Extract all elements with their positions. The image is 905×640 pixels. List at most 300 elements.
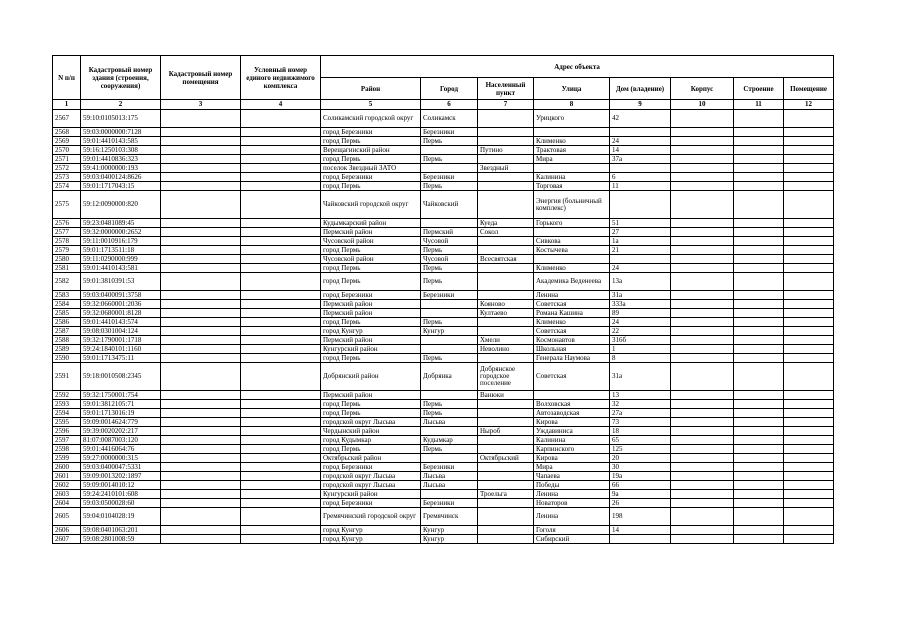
building-cell	[734, 472, 784, 481]
table-row	[53, 246, 834, 255]
house-cell: 8	[610, 354, 671, 363]
district-cell: Кунгурский район	[321, 490, 421, 499]
korpus-cell	[671, 391, 734, 400]
city-cell: Пермский	[421, 228, 478, 237]
korpus-cell	[671, 499, 734, 508]
col-header-city: Город	[421, 78, 478, 100]
row-number-cell: 2607	[53, 535, 81, 544]
table-row	[53, 354, 834, 363]
settlement-cell	[478, 191, 534, 219]
street-cell: Энергия (больничный комплекс)	[534, 191, 610, 219]
house-cell: 26	[610, 499, 671, 508]
cond-num-cell	[241, 173, 321, 182]
street-cell: Советская	[534, 363, 610, 391]
building-cell	[734, 409, 784, 418]
district-cell: Кудымкарский район	[321, 219, 421, 228]
district-cell: город Кудымкар	[321, 436, 421, 445]
table-row	[53, 228, 834, 237]
settlement-cell: Култаево	[478, 309, 534, 318]
cond-num-cell	[241, 264, 321, 273]
settlement-cell	[478, 173, 534, 182]
house-cell: 27а	[610, 409, 671, 418]
district-cell: Пермский район	[321, 309, 421, 318]
street-cell: Уждавиниса	[534, 427, 610, 436]
house-cell: 31а	[610, 291, 671, 300]
cond-num-cell	[241, 137, 321, 146]
street-cell: Космонавтов	[534, 336, 610, 345]
room-cell	[784, 400, 834, 409]
cad-room-cell	[161, 535, 241, 544]
street-cell: Клименко	[534, 264, 610, 273]
settlement-cell	[478, 463, 534, 472]
house-cell: 42	[610, 110, 671, 128]
district-cell: город Пермь	[321, 354, 421, 363]
cad-room-cell	[161, 336, 241, 345]
settlement-cell	[478, 110, 534, 128]
table-row	[53, 499, 834, 508]
cond-num-cell	[241, 246, 321, 255]
district-cell: город Кунгур	[321, 526, 421, 535]
cond-num-cell	[241, 327, 321, 336]
col-number: 8	[534, 100, 610, 110]
col-number: 12	[784, 100, 834, 110]
cond-num-cell	[241, 436, 321, 445]
district-cell: Чусовской район	[321, 255, 421, 264]
cad-building-cell: 59:01:1713016:19	[81, 409, 161, 418]
settlement-cell: Хмели	[478, 336, 534, 345]
room-cell	[784, 300, 834, 309]
building-cell	[734, 354, 784, 363]
building-cell	[734, 246, 784, 255]
city-cell: Гремячинск	[421, 508, 478, 526]
cad-building-cell: 59:39:0020202:217	[81, 427, 161, 436]
building-cell	[734, 228, 784, 237]
settlement-cell	[478, 264, 534, 273]
row-number-cell: 2586	[53, 318, 81, 327]
row-number-cell: 2571	[53, 155, 81, 164]
room-cell	[784, 146, 834, 155]
table-row	[53, 535, 834, 544]
building-cell	[734, 345, 784, 354]
cad-room-cell	[161, 327, 241, 336]
korpus-cell	[671, 400, 734, 409]
building-cell	[734, 291, 784, 300]
settlement-cell: Сокол	[478, 228, 534, 237]
korpus-cell	[671, 237, 734, 246]
table-row	[53, 409, 834, 418]
column-number-row	[53, 100, 834, 110]
row-number-cell: 2601	[53, 472, 81, 481]
city-cell: Пермь	[421, 264, 478, 273]
settlement-cell	[478, 526, 534, 535]
settlement-cell: Куеда	[478, 219, 534, 228]
cad-room-cell	[161, 237, 241, 246]
table-row	[53, 391, 834, 400]
house-cell: 20	[610, 454, 671, 463]
building-cell	[734, 273, 784, 291]
street-cell: Генерала Наумова	[534, 354, 610, 363]
cad-room-cell	[161, 354, 241, 363]
korpus-cell	[671, 110, 734, 128]
settlement-cell	[478, 436, 534, 445]
table-row	[53, 481, 834, 490]
room-cell	[784, 219, 834, 228]
district-cell: Кунгурский район	[321, 345, 421, 354]
cond-num-cell	[241, 427, 321, 436]
cad-room-cell	[161, 182, 241, 191]
house-cell: 13	[610, 391, 671, 400]
col-header-cad-building: Кадастровый номер здания (строения, сооружения)	[81, 56, 161, 100]
korpus-cell	[671, 454, 734, 463]
room-cell	[784, 237, 834, 246]
district-cell: город Кунгур	[321, 535, 421, 544]
row-number-cell: 2593	[53, 400, 81, 409]
cond-num-cell	[241, 309, 321, 318]
room-cell	[784, 472, 834, 481]
room-cell	[784, 409, 834, 418]
district-cell: городской округ Лысьва	[321, 472, 421, 481]
row-number-cell: 2599	[53, 454, 81, 463]
building-cell	[734, 427, 784, 436]
city-cell: Березники	[421, 128, 478, 137]
district-cell: город Пермь	[321, 264, 421, 273]
cond-num-cell	[241, 110, 321, 128]
cond-num-cell	[241, 472, 321, 481]
cad-room-cell	[161, 499, 241, 508]
house-cell: 66	[610, 481, 671, 490]
cad-building-cell: 59:08:0401063:201	[81, 526, 161, 535]
korpus-cell	[671, 526, 734, 535]
street-cell	[534, 228, 610, 237]
city-cell	[421, 146, 478, 155]
cad-building-cell: 59:24:1840101:1160	[81, 345, 161, 354]
korpus-cell	[671, 427, 734, 436]
cad-building-cell: 59:11:0010916:179	[81, 237, 161, 246]
district-cell: Гремячинский городской округ	[321, 508, 421, 526]
building-cell	[734, 436, 784, 445]
cad-room-cell	[161, 228, 241, 237]
room-cell	[784, 499, 834, 508]
korpus-cell	[671, 264, 734, 273]
settlement-cell: Добрянское городское поселение	[478, 363, 534, 391]
korpus-cell	[671, 490, 734, 499]
house-cell	[610, 128, 671, 137]
korpus-cell	[671, 345, 734, 354]
table-body	[53, 110, 834, 544]
korpus-cell	[671, 164, 734, 173]
cad-building-cell: 59:12:0090000:820	[81, 191, 161, 219]
house-cell: 22	[610, 327, 671, 336]
street-cell: Волховская	[534, 400, 610, 409]
table-row	[53, 173, 834, 182]
cad-room-cell	[161, 191, 241, 219]
col-number: 11	[734, 100, 784, 110]
building-cell	[734, 146, 784, 155]
col-number: 9	[610, 100, 671, 110]
street-cell: Клименко	[534, 137, 610, 146]
street-cell: Академика Веденеева	[534, 273, 610, 291]
building-cell	[734, 327, 784, 336]
house-cell: 24	[610, 318, 671, 327]
table-row	[53, 345, 834, 354]
street-cell: Автозаводская	[534, 409, 610, 418]
cond-num-cell	[241, 128, 321, 137]
settlement-cell	[478, 535, 534, 544]
cond-num-cell	[241, 336, 321, 345]
cad-building-cell: 59:01:3812105:71	[81, 400, 161, 409]
street-cell: Мира	[534, 463, 610, 472]
building-cell	[734, 481, 784, 490]
korpus-cell	[671, 173, 734, 182]
korpus-cell	[671, 336, 734, 345]
table-row	[53, 309, 834, 318]
row-number-cell: 2602	[53, 481, 81, 490]
street-cell: Победы	[534, 481, 610, 490]
table-row	[53, 526, 834, 535]
cad-building-cell: 59:03:0400091:3758	[81, 291, 161, 300]
street-cell: Трактовая	[534, 146, 610, 155]
district-cell: город Пермь	[321, 400, 421, 409]
col-number: 4	[241, 100, 321, 110]
cad-building-cell: 59:01:4410143:581	[81, 264, 161, 273]
building-cell	[734, 237, 784, 246]
street-cell: Клименко	[534, 318, 610, 327]
korpus-cell	[671, 472, 734, 481]
room-cell	[784, 273, 834, 291]
korpus-cell	[671, 363, 734, 391]
korpus-cell	[671, 327, 734, 336]
table-row	[53, 264, 834, 273]
district-cell: Пермский район	[321, 300, 421, 309]
cad-room-cell	[161, 436, 241, 445]
settlement-cell	[478, 445, 534, 454]
city-cell: Березники	[421, 499, 478, 508]
building-cell	[734, 191, 784, 219]
cad-building-cell: 59:01:3810391:53	[81, 273, 161, 291]
settlement-cell: Всесвятская	[478, 255, 534, 264]
cad-room-cell	[161, 164, 241, 173]
city-cell	[421, 300, 478, 309]
table-row	[53, 273, 834, 291]
cad-building-cell: 59:03:0400124:8626	[81, 173, 161, 182]
settlement-cell: Звездный	[478, 164, 534, 173]
korpus-cell	[671, 318, 734, 327]
house-cell	[610, 255, 671, 264]
table-row	[53, 291, 834, 300]
settlement-cell	[478, 273, 534, 291]
col-header-num: N п/п	[53, 56, 81, 100]
cad-building-cell: 59:09:0014624:779	[81, 418, 161, 427]
street-cell: Кирова	[534, 418, 610, 427]
street-cell: Карпинского	[534, 445, 610, 454]
row-number-cell: 2598	[53, 445, 81, 454]
building-cell	[734, 336, 784, 345]
settlement-cell: Октябрьский	[478, 454, 534, 463]
street-cell: Советская	[534, 300, 610, 309]
district-cell: Пермский район	[321, 391, 421, 400]
street-cell: Школьная	[534, 345, 610, 354]
table-row	[53, 427, 834, 436]
cad-room-cell	[161, 391, 241, 400]
room-cell	[784, 454, 834, 463]
row-number-cell: 2572	[53, 164, 81, 173]
house-cell: 6	[610, 173, 671, 182]
cad-building-cell: 59:01:1713475:11	[81, 354, 161, 363]
col-number: 10	[671, 100, 734, 110]
city-cell: Лысьва	[421, 472, 478, 481]
street-cell: Урицкого	[534, 110, 610, 128]
cad-building-cell: 59:32:0000000:2652	[81, 228, 161, 237]
house-cell: 32	[610, 400, 671, 409]
district-cell: город Пермь	[321, 137, 421, 146]
table-row	[53, 146, 834, 155]
table-row	[53, 436, 834, 445]
street-cell: Мира	[534, 155, 610, 164]
district-cell: город Березники	[321, 128, 421, 137]
room-cell	[784, 354, 834, 363]
cad-building-cell: 59:03:0400047:5331	[81, 463, 161, 472]
cad-room-cell	[161, 363, 241, 391]
cad-building-cell: 59:23:0481089:45	[81, 219, 161, 228]
korpus-cell	[671, 273, 734, 291]
settlement-cell	[478, 508, 534, 526]
building-cell	[734, 128, 784, 137]
row-number-cell: 2604	[53, 499, 81, 508]
cad-building-cell: 59:16:1250103:308	[81, 146, 161, 155]
row-number-cell: 2589	[53, 345, 81, 354]
korpus-cell	[671, 191, 734, 219]
col-header-house: Дом (владение)	[610, 78, 671, 100]
korpus-cell	[671, 436, 734, 445]
cad-building-cell: 59:32:1750001:754	[81, 391, 161, 400]
cond-num-cell	[241, 409, 321, 418]
room-cell	[784, 481, 834, 490]
district-cell: Пермский район	[321, 336, 421, 345]
cad-room-cell	[161, 454, 241, 463]
korpus-cell	[671, 128, 734, 137]
table-row	[53, 336, 834, 345]
row-number-cell: 2575	[53, 191, 81, 219]
district-cell: поселок Звездный ЗАТО	[321, 164, 421, 173]
city-cell	[421, 309, 478, 318]
col-header-street: Улица	[534, 78, 610, 100]
settlement-cell	[478, 318, 534, 327]
room-cell	[784, 535, 834, 544]
house-cell: 125	[610, 445, 671, 454]
row-number-cell: 2587	[53, 327, 81, 336]
row-number-cell: 2569	[53, 137, 81, 146]
row-number-cell: 2568	[53, 128, 81, 137]
table-row	[53, 418, 834, 427]
city-cell: Березники	[421, 463, 478, 472]
district-cell: город Березники	[321, 499, 421, 508]
street-cell: Торговая	[534, 182, 610, 191]
cad-room-cell	[161, 481, 241, 490]
cad-building-cell: 59:18:0010508:2345	[81, 363, 161, 391]
city-cell: Кудымкар	[421, 436, 478, 445]
settlement-cell	[478, 182, 534, 191]
district-cell: Соликамский городской округ	[321, 110, 421, 128]
cad-room-cell	[161, 246, 241, 255]
cond-num-cell	[241, 454, 321, 463]
house-cell: 198	[610, 508, 671, 526]
building-cell	[734, 508, 784, 526]
settlement-cell: Путино	[478, 146, 534, 155]
city-cell: Березники	[421, 291, 478, 300]
building-cell	[734, 264, 784, 273]
col-number: 1	[53, 100, 81, 110]
table-row	[53, 318, 834, 327]
cond-num-cell	[241, 400, 321, 409]
district-cell: Чайковский городской округ	[321, 191, 421, 219]
cad-room-cell	[161, 490, 241, 499]
table-row	[53, 445, 834, 454]
building-cell	[734, 363, 784, 391]
cond-num-cell	[241, 273, 321, 291]
room-cell	[784, 246, 834, 255]
cad-building-cell: 59:03:0500028:60	[81, 499, 161, 508]
district-cell: город Пермь	[321, 155, 421, 164]
cad-room-cell	[161, 445, 241, 454]
cad-room-cell	[161, 173, 241, 182]
row-number-cell: 2581	[53, 264, 81, 273]
cad-building-cell: 59:11:0290000:999	[81, 255, 161, 264]
house-cell: 14	[610, 146, 671, 155]
building-cell	[734, 182, 784, 191]
district-cell: город Пермь	[321, 273, 421, 291]
city-cell: Березники	[421, 173, 478, 182]
cond-num-cell	[241, 237, 321, 246]
street-cell: Калинина	[534, 173, 610, 182]
korpus-cell	[671, 463, 734, 472]
table-row	[53, 191, 834, 219]
building-cell	[734, 391, 784, 400]
cad-room-cell	[161, 526, 241, 535]
street-cell: Советская	[534, 327, 610, 336]
city-cell: Пермь	[421, 354, 478, 363]
house-cell: 27	[610, 228, 671, 237]
building-cell	[734, 164, 784, 173]
room-cell	[784, 318, 834, 327]
cad-room-cell	[161, 463, 241, 472]
city-cell	[421, 336, 478, 345]
korpus-cell	[671, 146, 734, 155]
room-cell	[784, 418, 834, 427]
street-cell: Чапаева	[534, 472, 610, 481]
district-cell: городской округ Лысьва	[321, 481, 421, 490]
cond-num-cell	[241, 291, 321, 300]
row-number-cell: 2600	[53, 463, 81, 472]
table-row	[53, 454, 834, 463]
cad-building-cell: 59:32:0680001:8128	[81, 309, 161, 318]
cond-num-cell	[241, 354, 321, 363]
table-row	[53, 508, 834, 526]
row-number-cell: 2573	[53, 173, 81, 182]
cad-room-cell	[161, 409, 241, 418]
room-cell	[784, 508, 834, 526]
col-header-district: Район	[321, 78, 421, 100]
col-header-korpus: Корпус	[671, 78, 734, 100]
korpus-cell	[671, 246, 734, 255]
table-row	[53, 110, 834, 128]
table-row	[53, 363, 834, 391]
room-cell	[784, 182, 834, 191]
settlement-cell	[478, 246, 534, 255]
settlement-cell	[478, 472, 534, 481]
table-row	[53, 463, 834, 472]
building-cell	[734, 454, 784, 463]
cad-room-cell	[161, 155, 241, 164]
